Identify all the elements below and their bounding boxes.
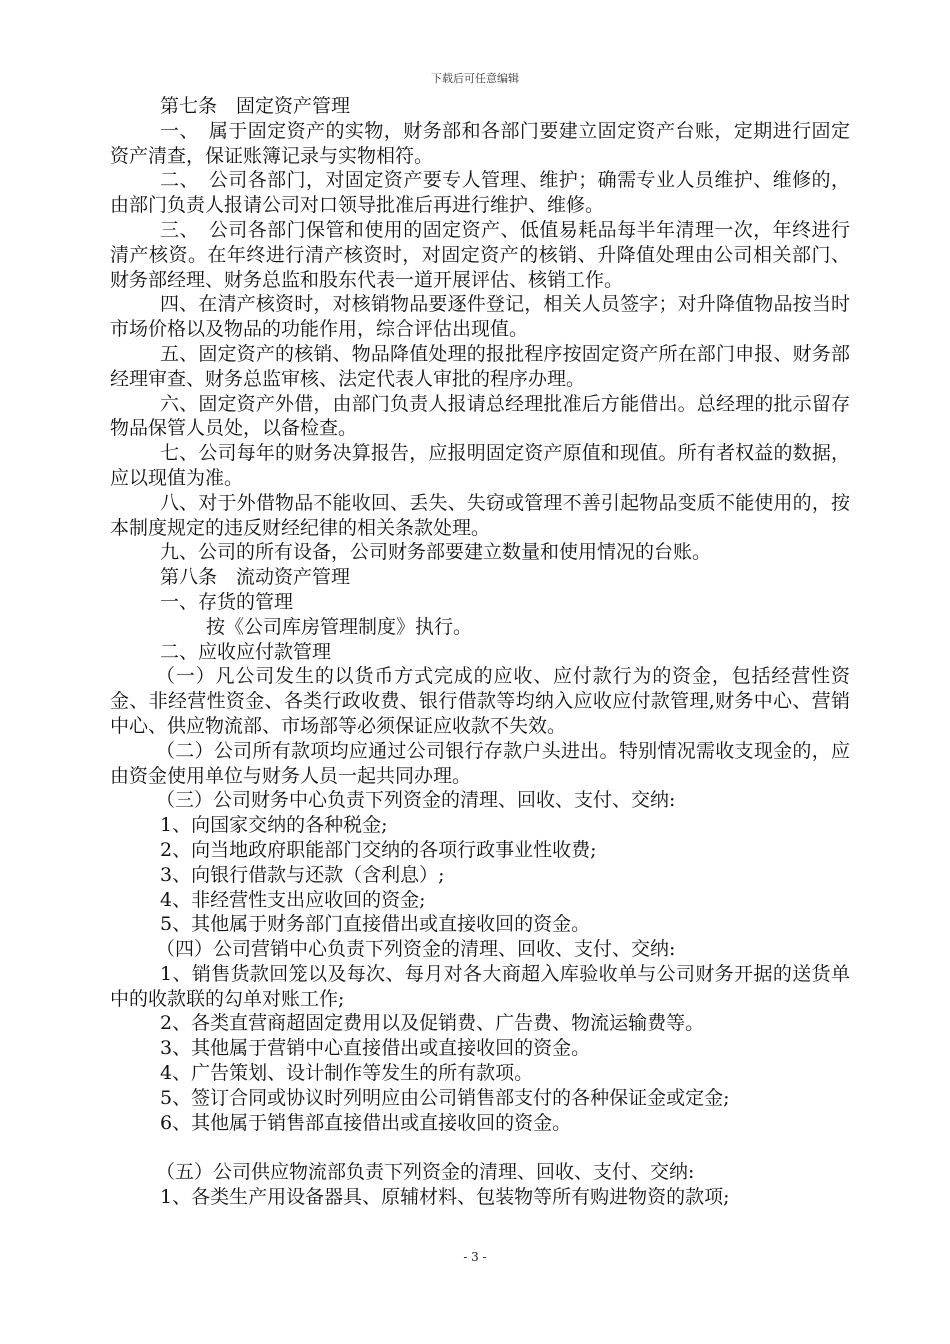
paragraph: 5、其他属于财务部门直接借出或直接收回的资金。 — [160, 913, 591, 936]
paragraph: 6、其他属于销售部直接借出或直接收回的资金。 — [160, 1111, 572, 1134]
paragraph: 八、对于外借物品不能收回、丢失、失窃或管理不善引起物品变质不能使用的，按本制度规定的违反财经纪律的相关条款处理。 — [110, 491, 850, 539]
paragraph: 四、在清产核资时，对核销物品要逐件登记，相关人员签字；对升降值物品按当时市场价格以及物品的功能作用，综合评估出现值。 — [110, 293, 850, 341]
paragraph: （一）凡公司发生的以货币方式完成的应收、应付款行为的资金，包括经营性资金、非经营性资金、各类行政收费、银行借款等均纳入应收应付款管理,财务中心、营销中心、供应物流部、市场部等必须保证应收款不失效。 — [110, 665, 850, 737]
paragraph: 1、销售货款回笼以及每次、每月对各大商超入库验收单与公司财务开据的送货单中的收款联的勾单对账工作; — [110, 962, 850, 1010]
paragraph: 五、固定资产的核销、物品降值处理的报批程序按固定资产所在部门申报、财务部经理审查、财务总监审核、法定代表人审批的程序办理。 — [110, 342, 850, 390]
paragraph: 一、存货的管理 — [160, 590, 294, 613]
paragraph: 1、各类生产用设备器具、原辅材料、包装物等所有购进物资的款项; — [160, 1186, 730, 1209]
blank-line — [110, 1135, 850, 1160]
document-body — [110, 94, 850, 1210]
paragraph: 1、向国家交纳的各种税金; — [160, 814, 388, 837]
paragraph: 二、应收应付款管理 — [160, 640, 332, 663]
paragraph: （四）公司营销中心负责下列资金的清理、回收、支付、交纳: — [156, 938, 676, 961]
paragraph: 七、公司每年的财务决算报告，应报明固定资产原值和现值。所有者权益的数据，应以现值为准。 — [110, 442, 850, 489]
paragraph: 第八条 流动资产管理 — [160, 566, 351, 589]
page-number: - 3 - — [463, 1250, 487, 1264]
paragraph: 二、 公司各部门，对固定资产要专人管理、维护；确需专业人员维护、维修的，由部门负责人报请公司对口领导批准后再进行维护、维修。 — [110, 169, 850, 217]
paragraph: 六、固定资产外借，由部门负责人报请总经理批准后方能借出。总经理的批示留存物品保管人员处，以备检查。 — [110, 392, 850, 440]
paragraph: （二）公司所有款项均应通过公司银行存款户头进出。特别情况需收支现金的，应由资金使用单位与财务人员一起共同办理。 — [110, 739, 850, 787]
page-header: 下载后可任意编辑 — [431, 72, 519, 85]
paragraph: （五）公司供应物流部负责下列资金的清理、回收、支付、交纳: — [156, 1161, 695, 1184]
paragraph: 一、 属于固定资产的实物，财务部和各部门要建立固定资产台账，定期进行固定资产清查，保证账簿记录与实物相符。 — [110, 119, 850, 167]
paragraph: 3、向银行借款与还款（含利息）; — [160, 863, 445, 886]
paragraph: 5、签订合同或协议时列明应由公司销售部支付的各种保证金或定金; — [160, 1086, 730, 1109]
paragraph: 第七条 固定资产管理 — [160, 95, 351, 117]
paragraph: 2、向当地政府职能部门交纳的各项行政事业性收费; — [160, 838, 597, 861]
paragraph: 3、其他属于营销中心直接借出或直接收回的资金。 — [160, 1037, 591, 1060]
paragraph: 九、公司的所有设备，公司财务部要建立数量和使用情况的台账。 — [160, 541, 712, 564]
paragraph: 按《公司库房管理制度》执行。 — [206, 615, 473, 638]
paragraph: 三、 公司各部门保管和使用的固定资产、低值易耗品每半年清理一次，年终进行清产核资。在年终进行清产核资时，对固定资产的核销、升降值处理由公司相关部门、财务部经理、财务总监和股东代表一道开展评估、核销工作。 — [110, 218, 850, 291]
paragraph: 4、非经营性支出应收回的资金; — [160, 888, 426, 911]
paragraph: （三）公司财务中心负责下列资金的清理、回收、支付、交纳: — [156, 789, 676, 812]
paragraph: 4、广告策划、设计制作等发生的所有款项。 — [160, 1062, 534, 1085]
paragraph: 2、各类直营商超固定费用以及促销费、广告费、物流运输费等。 — [160, 1012, 705, 1035]
